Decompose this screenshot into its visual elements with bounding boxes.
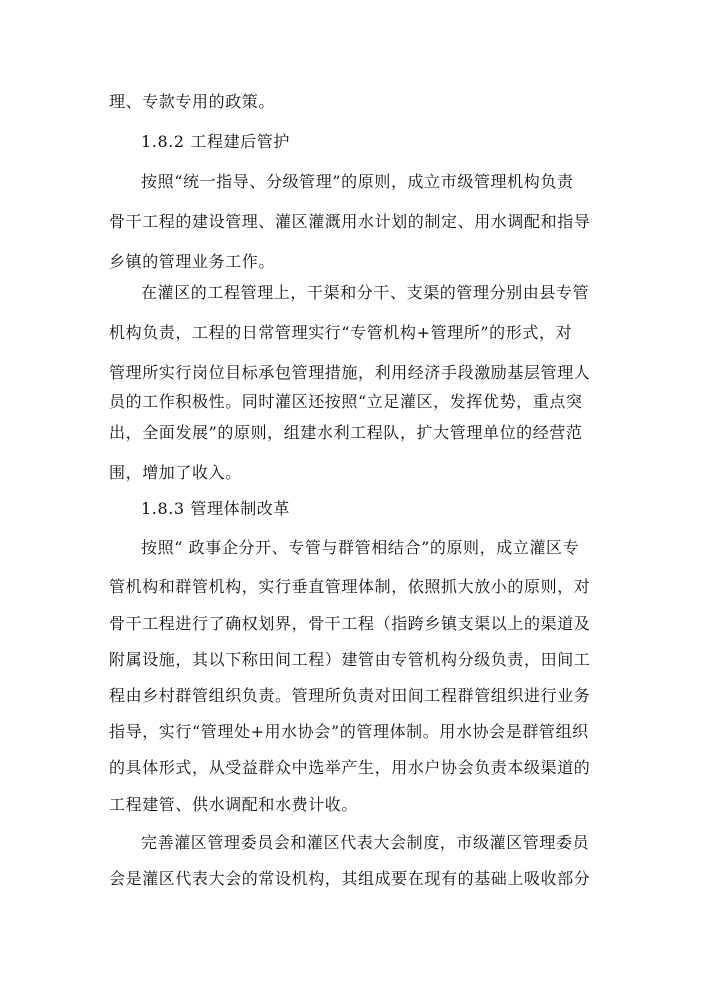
text-line: 员的工作积极性。同时灌区还按照“立足灌区，发挥优势，重点突 (109, 392, 583, 411)
text-line: 骨干工程的建设管理、灌区灌溉用水计划的制定、用水调配和指导 (109, 212, 591, 231)
text-line: 骨干工程进行了确权划界，骨干工程（指跨乡镇支渠以上的渠道及 (109, 614, 591, 633)
text-line: 出，全面发展”的原则，组建水利工程队，扩大管理单位的经营范 (109, 423, 583, 442)
text-line: 附属设施，其以下称田间工程）建管由专管机构分级负责，田间工 (109, 650, 591, 669)
text-line: 机构负责，工程的日常管理实行“专管机构+管理所”的形式，对 (109, 323, 573, 342)
text-line: 指导，实行“管理处+用水协会”的管理体制。用水协会是群管组织 (109, 722, 589, 741)
text-line: 理、专款专用的政策。 (109, 92, 276, 111)
section-heading-1-8-2: 1.8.2 工程建后管护 (141, 132, 290, 151)
text-line: 完善灌区管理委员会和灌区代表大会制度，市级灌区管理委员 (141, 833, 590, 852)
text-line: 会是灌区代表大会的常设机构，其组成要在现有的基础上吸收部分 (109, 869, 591, 888)
text-line: 围，增加了收入。 (109, 463, 242, 482)
text-line: 管理所实行岗位目标承包管理措施，利用经济手段激励基层管理人 (109, 363, 591, 382)
text-line: 在灌区的工程管理上，干渠和分干、支渠的管理分别由县专管 (141, 283, 590, 302)
text-line: 管机构和群管机构，实行垂直管理体制，依照抓大放小的原则，对 (109, 577, 591, 596)
section-heading-1-8-3: 1.8.3 管理体制改革 (141, 499, 290, 518)
text-line: 程由乡村群管组织负责。管理所负责对田间工程群管组织进行业务 (109, 686, 591, 705)
text-line: 按照“ 政事企分开、专管与群管相结合”的原则，成立灌区专 (141, 538, 580, 557)
text-line: 按照“统一指导、分级管理”的原则，成立市级管理机构负责 (141, 172, 574, 191)
text-line: 工程建管、供水调配和水费计收。 (109, 795, 359, 814)
text-line: 的具体形式，从受益群众中选举产生，用水户协会负责本级渠道的 (109, 758, 591, 777)
text-line: 乡镇的管理业务工作。 (109, 252, 276, 271)
